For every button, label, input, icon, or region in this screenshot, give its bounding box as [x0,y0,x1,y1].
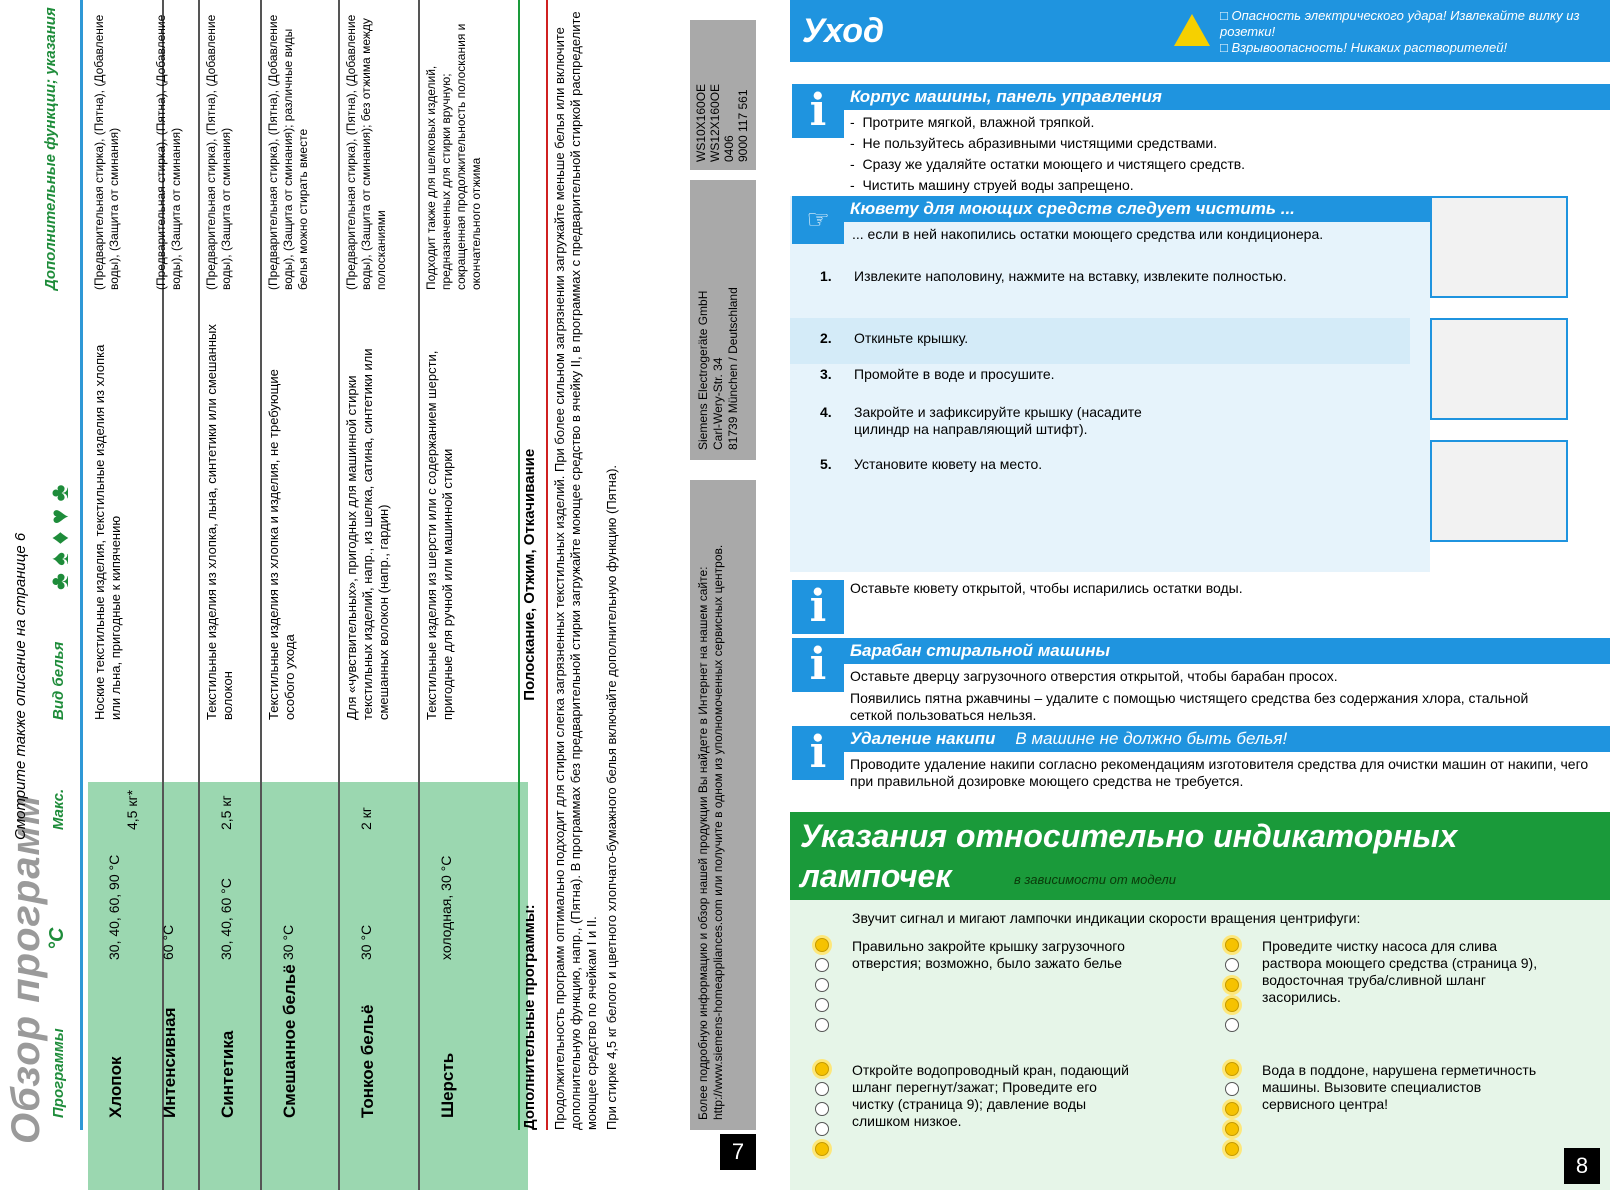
step: 1. Извлеките наполовину, нажмите на вставку, извлеките полностью. [820,268,1287,284]
hand-icon: ☞ [792,196,844,244]
lamp-indicator-group [810,1062,834,1162]
lamp-icon [1225,978,1239,992]
lamp-icon [1225,958,1239,972]
lamp-icon [815,998,829,1012]
lamp-icon [815,1082,829,1096]
table-row: Интенсивная 60 °C (Предварительная стирка), (Пятна), (Добавление воды), (Защита от сминания) [150,0,200,1190]
care-header [790,0,1610,62]
right-page [790,0,1610,1190]
page-number: 8 [1564,1148,1600,1184]
lamp-icon [1225,938,1239,952]
header-functions: Дополнительные функции; указания [42,7,59,290]
green-rule [518,0,520,1130]
descale-text: Проводите удаление накипи согласно рекомендациям изготовителя средства для очистки машин от накипи, чего при правильной дозировке моющего средства не требуется. [850,756,1589,789]
lamp-icon [815,938,829,952]
step: 5. Установите кювету на место. [820,456,1043,472]
additional-programs: Дополнительные программы: Полоскание, Отжим, Откачивание [521,448,538,1130]
header-programs: Программы [50,1028,67,1118]
footnote: При стирке 4,5 кг белого и цветного хлопчато-бумажного белья включайте дополнительную функцию (Пятна). [604,464,619,1130]
tray-tip: Оставьте кювету открытой, чтобы испарились остатки воды. [850,580,1243,596]
page-subtitle: Смотрите также описание на странице 6 [12,532,29,840]
step: 3. Промойте в воде и просушите. [820,366,1055,382]
section-title: Барабан стиральной машины [844,638,1610,664]
left-page [0,0,790,1190]
page-title: Обзор программ [4,794,48,1144]
table-row: Синтетика 30, 40, 60 °C 2,5 кг Текстильные изделия из хлопка, льна, синтетики или смешанных волокон (Предварительная стирка), (Пятна), (Добавление воды), (Защита от сминания) [200,0,262,1190]
lamp-icon [815,1062,829,1076]
table-row: Смешанное бельё 30 °C Текстильные изделия из хлопка и изделия, не требующие особого ухода (Предварительная стирка), (Пятна), (Добавление воды), (Защита от сминания); различные виды белья можно стирать вместе [262,0,340,1190]
note-text: Продолжительность программ оптимально подходит для стирки слегка загрязненных текстильных изделий. При более сильном загрязнении загружайте меньше белья или включите дополнительную функцию, напр., (Пятна). В программах без предварительной стирки загружайте моющее средство в ячейку II, в программах с предварительной стиркой распределите моющее средство по ячейкам I и II. [552,11,599,1130]
lamp-icon [815,1102,829,1116]
lamp-text: Проведите чистку насоса для слива раствора моющего средства (страница 9), водосточная труба/сливной шланг засорились. [1262,938,1538,1005]
lamp-icon [1225,1018,1239,1032]
lamp-text: Правильно закройте крышку загрузочного отверстия; возможно, было зажато белье [852,938,1125,971]
header-temp: °C [46,927,68,950]
tray-bg [790,196,1430,572]
lamp-icon [815,1142,829,1156]
step: 2. Откиньте крышку. [820,330,969,346]
body-list: - Протрите мягкой, влажной тряпкой. - Не пользуйтесь абразивными чистящими средствами. - Сразу же удаляйте остатки моющего и чистящего средств. - Чистить машину струей воды запрещено. [850,114,1246,193]
internet-block: Более подробную информацию и обзор нашей продукции Вы найдете в Интернет на нашем сайте: http://www.siemens-homeappliances.com или получите в одном из уполномоченных сервисных центров. [690,480,756,1130]
lamps-header: Указания относительно индикаторных лампочек в зависимости от модели [790,812,1610,900]
table-header [44,0,94,1190]
info-icon: i [792,726,844,780]
lamp-indicator-group [810,938,834,1038]
section-title: Кювету для моющих средств следует чистить ... [844,196,1430,222]
drum-text-2: Появились пятна ржавчины – удалите с помощью чистящего средства без содержания хлора, стальной сеткой пользоваться нельзя. [850,690,1529,723]
lamp-icon [1225,1062,1239,1076]
info-icon: i [792,84,844,138]
address-block: Siemens Electrogeräte GmbH Carl-Wery-Str. 34 81739 München / Deutschland [690,180,756,460]
lamp-indicator-group [1220,938,1244,1038]
warnings: □ Опасность электрического удара! Извлекайте вилку из розетки! □ Взрывоопасность! Никаких растворителей! [1220,8,1580,55]
lamp-icon [1225,998,1239,1012]
lamp-icon [815,978,829,992]
tray-photo-2 [1430,318,1568,420]
tray-photo-1 [1430,196,1568,298]
section-title: Корпус машины, панель управления [844,84,1610,110]
header-rule [80,0,83,1130]
table-row: Тонкое бельё 30 °C 2 кг Для «чувствительных», пригодных для машинной стирки текстильных изделий, напр., из шелка, сатина, синтетики или смешанных волокон (напр., гардин) (Предварительная стирка), (Пятна), (Добавление воды), (Защита от сминания); без отжима между полосканиями [340,0,420,1190]
info-icon: i [792,638,844,692]
care-symbols-icon: ♣ ♠ ♦ ♥ ♣ [44,484,74,590]
table-row: Шерсть холодная, 30 °C Текстильные изделия из шерсти или с содержанием шерсти, пригодные для ручной или машинной стирки Подходит также для шелковых изделий, предназначенных для стирки вручную; сокращенная продолжительность полоскания и окончательного отжима [424,23,483,1118]
step: 4. Закройте и зафиксируйте крышку (насадите цилиндр на направляющий штифт). [820,404,1142,437]
page-number: 7 [720,1134,756,1170]
tray-photo-3 [1430,440,1568,542]
lamp-text: Откройте водопроводный кран, подающий шланг перегнут/зажат; Проведите его чистку (страница 9); давление воды слишком низкое. [852,1062,1129,1129]
header-max: Макс. [50,788,67,830]
red-rule [546,0,548,1130]
lamp-icon [1225,1082,1239,1096]
drum-text-1: Оставьте дверцу загрузочного отверстия открытой, чтобы барабан просох. [850,668,1338,684]
header-laundry: Вид белья [50,641,67,720]
warning-icon [1174,14,1210,46]
lamp-icon [815,958,829,972]
lamp-text: Вода в поддоне, нарушена герметичность машины. Вызовите специалистов сервисного центра! [1262,1062,1537,1112]
info-icon: i [792,580,844,634]
lamp-icon [815,1018,829,1032]
table-row: Хлопок 30, 40, 60, 90 °C 4,5 кг* Ноские текстильные изделия, текстильные изделия из хлопка или льна, пригодные к кипячению (Предварительная стирка), (Пятна), (Добавление воды), (Защита от сминания) [88,0,164,1190]
care-title: Уход [802,12,885,50]
lamp-icon [1225,1142,1239,1156]
section-title: Удаление накипи В машине не должно быть белья! [844,726,1610,752]
lamp-icon [815,1122,829,1136]
lamps-intro: Звучит сигнал и мигают лампочки индикации скорости вращения центрифуги: [852,910,1361,926]
lamp-indicator-group [1220,1062,1244,1162]
model-block: WS10X160OE WS12X160OE 0406 9000 117 561 [690,20,756,170]
lamp-icon [1225,1122,1239,1136]
lamp-icon [1225,1102,1239,1116]
tray-intro: ... если в ней накопились остатки моющего средства или кондиционера. [852,226,1324,242]
